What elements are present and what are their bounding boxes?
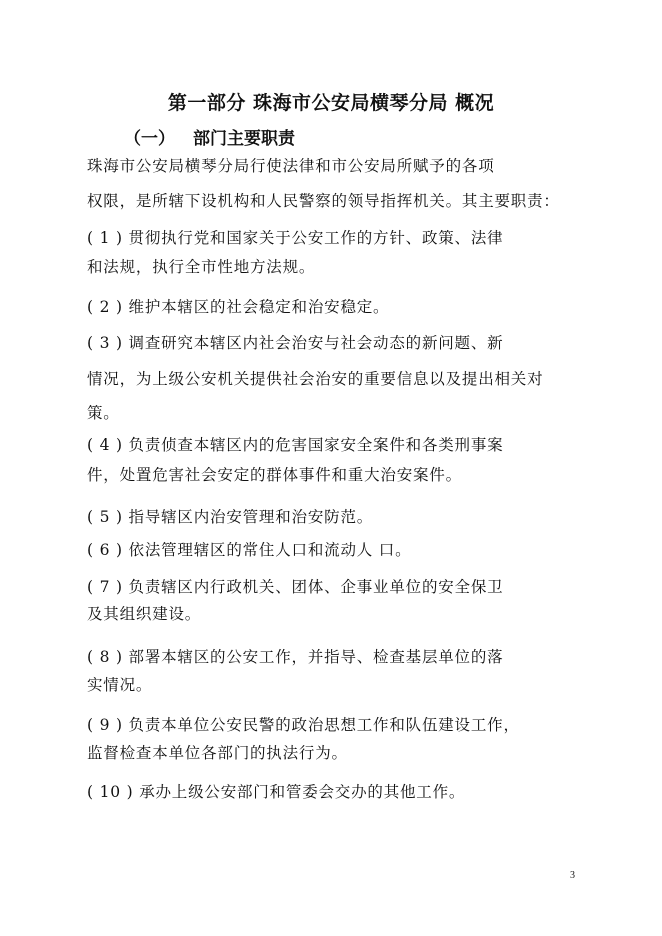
body-line: 权限，是所辖下设机构和人民警察的领导指挥机关。其主要职责： [87, 192, 560, 210]
body-line: 珠海市公安局横琴分局行使法律和市公安局所赋予的各项 [87, 157, 495, 175]
body-line: 策。 [87, 404, 120, 422]
body-line: 件，处置危害社会安定的群体事件和重大治安案件。 [87, 466, 462, 484]
body-line: ( 4 ) 负责侦查本辖区内的危害国家安全案件和各类刑事案 [87, 436, 504, 454]
body-line: ( 8 ) 部署本辖区的公安工作，并指导、检查基层单位的落 [87, 648, 504, 666]
body-line: ( 6 ) 依法管理辖区的常住人口和流动人 口。 [87, 541, 412, 559]
body-line: ( 2 ) 维护本辖区的社会稳定和治安稳定。 [87, 298, 390, 316]
body-line: ( 3 ) 调查研究本辖区内社会治安与社会动态的新问题、新 [87, 334, 504, 352]
body-line: ( 9 ) 负责本单位公安民警的政治思想工作和队伍建设工作， [87, 716, 520, 734]
body-line: 监督检查本单位各部门的执法行为。 [87, 744, 348, 762]
body-line: ( 1 ) 贯彻执行党和国家关于公安工作的方针、政策、法律 [87, 229, 504, 247]
body-line: 及其组织建设。 [87, 605, 202, 623]
body-line: ( 10 ) 承办上级公安部门和管委会交办的其他工作。 [87, 783, 466, 801]
page-title: 第一部分 珠海市公安局横琴分局 概况 [167, 92, 495, 114]
body-line: ( 7 ) 负责辖区内行政机关、团体、企事业单位的安全保卫 [87, 578, 504, 596]
page-number: 3 [570, 870, 575, 881]
section-heading-text: 部门主要职责 [193, 129, 295, 149]
body-line: 情况，为上级公安机关提供社会治安的重要信息以及提出相关对 [87, 370, 544, 388]
section-heading [124, 124, 295, 149]
section-number: （一） [124, 129, 175, 149]
body-line: 实情况。 [87, 676, 153, 694]
body-line: 和法规，执行全市性地方法规。 [87, 258, 316, 276]
body-line: ( 5 ) 指导辖区内治安管理和治安防范。 [87, 508, 374, 526]
